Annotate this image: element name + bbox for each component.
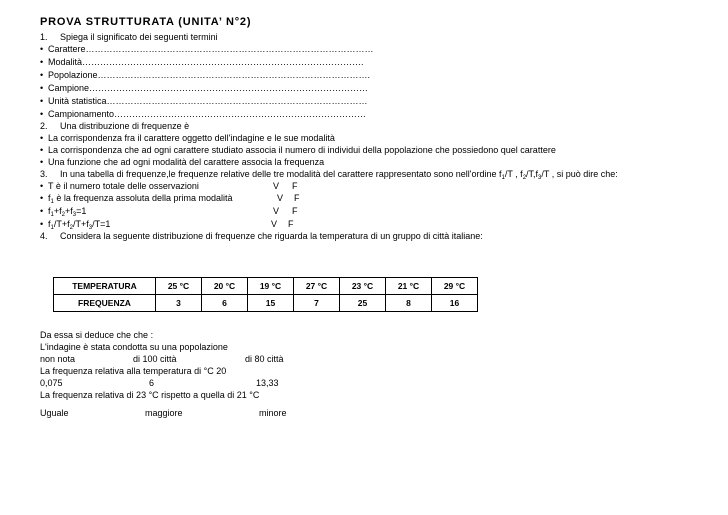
table-cell: 29 °C xyxy=(432,278,478,295)
table-cell: 8 xyxy=(386,295,432,312)
true-false-statement xyxy=(40,181,199,192)
false-option[interactable]: F xyxy=(294,193,300,203)
conclusions-intro: Da essa si deduce che che : xyxy=(40,330,154,340)
table-cell: 19 °C xyxy=(248,278,294,295)
question-number: 1. xyxy=(40,32,48,42)
false-option[interactable]: F xyxy=(292,206,298,216)
definition-item xyxy=(40,44,374,55)
true-option[interactable]: V xyxy=(273,181,280,191)
option-text: La corrispondenza fra il carattere oggetto dell'indagine e le sue modalità xyxy=(48,133,335,143)
answer-option[interactable] xyxy=(40,133,335,144)
answer-choice[interactable]: maggiore xyxy=(145,408,183,418)
question-2 xyxy=(40,121,189,132)
table-cell: 27 °C xyxy=(294,278,340,295)
bullet-icon: • xyxy=(40,157,44,167)
bullet-icon: • xyxy=(40,44,44,54)
true-false-statement: • $f_1/T+f_2/T+f_3/T=1$ xyxy=(40,219,111,231)
answer-choice[interactable]: non nota xyxy=(40,354,76,364)
option-text: La corrispondenza che ad ogni carattere studiato associa il numero di individui della popolazione che possiedono quel carattere xyxy=(48,145,556,155)
answer-choice[interactable]: Uguale xyxy=(40,408,69,418)
definition-text: Campionamento………………………………………………………………………… xyxy=(48,109,367,119)
answer-choice[interactable]: 6 xyxy=(149,378,155,388)
table-cell: 20 °C xyxy=(202,278,248,295)
page-title: PROVA STRUTTURATA (UNITA’ N°2) xyxy=(40,16,252,28)
table-cell: 25 xyxy=(340,295,386,312)
table-cell: 3 xyxy=(156,295,202,312)
definition-item xyxy=(40,96,368,107)
false-option[interactable]: F xyxy=(288,219,294,229)
frequency-table xyxy=(53,277,478,312)
question-4 xyxy=(40,231,483,242)
true-false-statement: • $f_1$ è la frequenza assoluta della prima modalità xyxy=(40,193,233,205)
definition-text: Carattere…………………………………………………………………………………… xyxy=(48,44,374,54)
conclusion-statement: La frequenza relativa alla temperatura di °C 20 xyxy=(40,366,227,376)
question-number: 4. xyxy=(40,231,48,241)
statement-text: è la frequenza assoluta della prima modalità xyxy=(56,193,233,203)
bullet-icon: • xyxy=(40,193,44,203)
true-option[interactable]: V xyxy=(273,206,280,216)
bullet-icon: • xyxy=(40,206,44,216)
question-3 xyxy=(40,169,618,180)
table-cell: 15 xyxy=(248,295,294,312)
bullet-icon: • xyxy=(40,109,44,119)
definition-text: Campione………………………………………………………………………………… xyxy=(48,83,369,93)
false-option[interactable]: F xyxy=(292,181,298,191)
table-cell: 23 °C xyxy=(340,278,386,295)
question-number: 3. xyxy=(40,169,48,179)
answer-choice[interactable]: 0,075 xyxy=(40,378,63,388)
definition-item xyxy=(40,57,364,68)
conclusion-statement: L'indagine è stata condotta su una popolazione xyxy=(40,342,228,352)
question-number: 2. xyxy=(40,121,48,131)
answer-option[interactable] xyxy=(40,157,324,168)
statement-text: /T=1 xyxy=(92,219,111,229)
table-row xyxy=(54,295,478,312)
answer-choice[interactable]: minore xyxy=(259,408,287,418)
bullet-icon: • xyxy=(40,145,44,155)
bullet-icon: • xyxy=(40,181,44,191)
table-cell: 6 xyxy=(202,295,248,312)
question-text: Considera la seguente distribuzione di frequenze che riguarda la temperatura di un gruppo di città italiane: xyxy=(60,231,483,241)
definition-item xyxy=(40,83,368,94)
bullet-icon: • xyxy=(40,219,44,229)
question-1 xyxy=(40,32,218,43)
question-text: Spiega il significato dei seguenti termini xyxy=(60,32,218,42)
table-header-cell: FREQUENZA xyxy=(54,295,156,312)
table-cell: 16 xyxy=(432,295,478,312)
true-option[interactable]: V xyxy=(277,193,284,203)
answer-choice[interactable]: di 100 città xyxy=(133,354,177,364)
answer-choice[interactable]: 13,33 xyxy=(256,378,279,388)
bullet-icon: • xyxy=(40,96,44,106)
definition-item xyxy=(40,109,366,120)
statement-text: T è il numero totale delle osservazioni xyxy=(48,181,199,191)
statement-text: =1 xyxy=(76,206,87,216)
bullet-icon: • xyxy=(40,57,44,67)
question-text: Una distribuzione di frequenze è xyxy=(60,121,190,131)
bullet-icon: • xyxy=(40,83,44,93)
definition-text: Modalità…………………………………………………………………………………. xyxy=(48,57,364,67)
definition-text: Popolazione………………………………………………………………………………. xyxy=(48,70,371,80)
table-row xyxy=(54,278,478,295)
definition-item xyxy=(40,70,370,81)
table-header-cell: TEMPERATURA xyxy=(54,278,156,295)
answer-option[interactable] xyxy=(40,145,556,156)
true-option[interactable]: V xyxy=(271,219,278,229)
answer-choice[interactable]: di 80 città xyxy=(245,354,284,364)
question-text: In una tabella di frequenze,le frequenze relative delle tre modalità del carattere rappresentato sono nell'ordine $f_1/T$ , $f_2/T,f_3/T$ , si può dire che: xyxy=(60,169,618,181)
conclusion-statement: La frequenza relativa di 23 °C rispetto a quella di 21 °C xyxy=(40,390,260,400)
table-cell: 25 °C xyxy=(156,278,202,295)
bullet-icon: • xyxy=(40,70,44,80)
option-text: Una funzione che ad ogni modalità del carattere associa la frequenza xyxy=(48,157,325,167)
bullet-icon: • xyxy=(40,133,44,143)
table-cell: 21 °C xyxy=(386,278,432,295)
table-cell: 7 xyxy=(294,295,340,312)
definition-text: Unità statistica…………………………………………………………………………… xyxy=(48,96,368,106)
true-false-statement: • $f_1+f_2+f_3=1$ xyxy=(40,206,87,218)
